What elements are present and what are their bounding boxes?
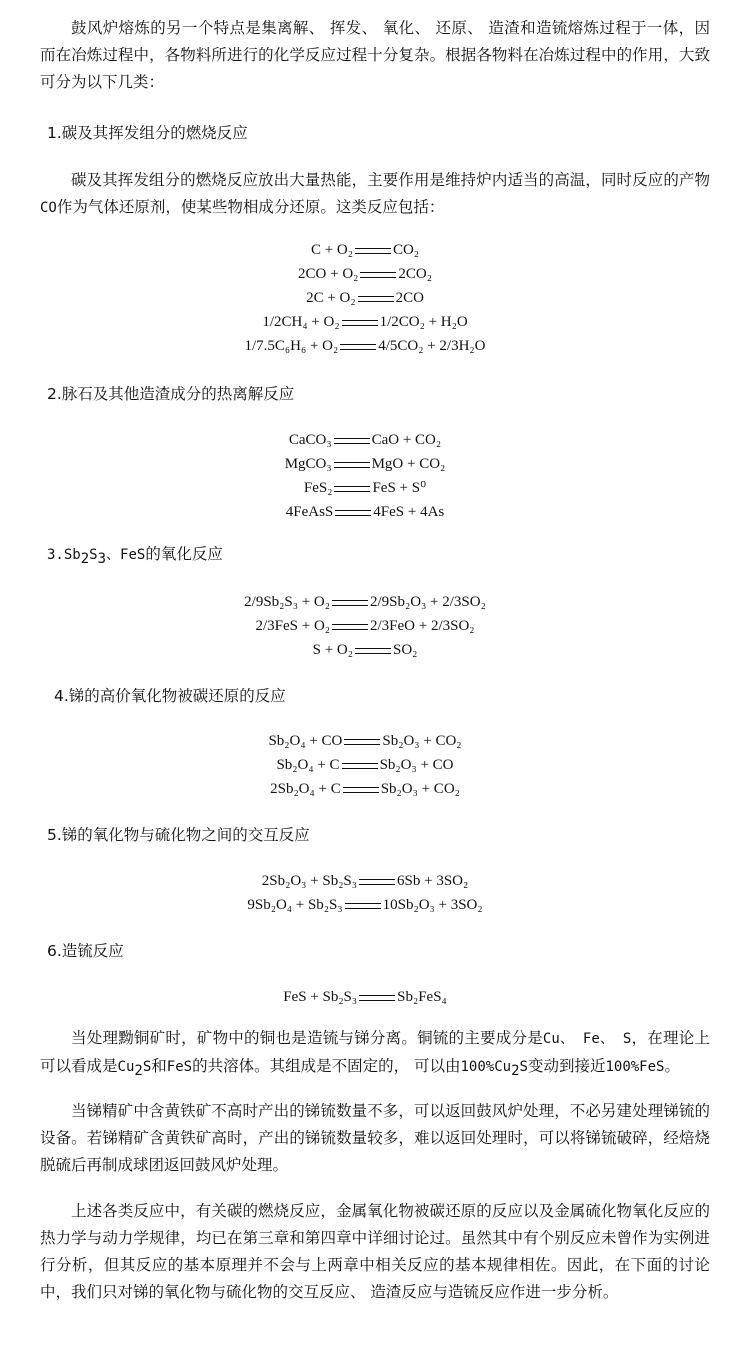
equation: 1/2CH₄ + O₂ 1/2CO₂ + H₂O	[262, 314, 468, 330]
section-6-heading: 6.造锍反应	[47, 942, 124, 960]
section-1-description: 碳及其挥发组分的燃烧反应放出大量热能，主要作用是维持炉内适当的高温，同时反应的产物CO作为气体还原剂，使某些物相成分还原。这类反应包括：	[40, 171, 710, 216]
equals-arrow-icon	[343, 787, 379, 793]
equation: 2Sb₂O₃ + Sb₂S₃ 6Sb + 3SO₂	[261, 873, 469, 889]
equals-arrow-icon	[358, 296, 394, 302]
equals-arrow-icon	[355, 248, 391, 254]
equation: 2CO + O₂ 2CO₂	[298, 266, 432, 282]
equals-arrow-icon	[344, 739, 380, 745]
equation: Sb₂O₄ + CO Sb₂O₃ + CO₂	[268, 733, 462, 749]
equals-arrow-icon	[345, 903, 381, 909]
equals-arrow-icon	[334, 438, 370, 444]
equation: 2/9Sb₂S₃ + O₂ 2/9Sb₂O₃ + 2/3SO₂	[244, 594, 486, 610]
section-2-equations	[0, 428, 730, 524]
equals-arrow-icon	[360, 272, 396, 278]
pyrite-paragraph: 当锑精矿中含黄铁矿不高时产出的锑锍数量不多，可以返回鼓风炉处理，不必另建处理锑锍的设备。若锑精矿含黄铁矿高时，产出的锑锍数量较多，难以返回处理时，可以将锑锍破碎，经焙烧脱硫后再制成球团返回鼓风炉处理。	[40, 1102, 710, 1174]
section-1-heading: 1.碳及其挥发组分的燃烧反应	[47, 124, 248, 142]
equation: 2/3FeS + O₂ 2/3FeO + 2/3SO₂	[255, 618, 475, 634]
equals-arrow-icon	[355, 648, 391, 654]
equation: FeS₂ FeS + S⁰	[303, 480, 427, 496]
section-6-equations	[0, 985, 730, 1009]
equation: 9Sb₂O₄ + Sb₂S₃ 10Sb₂O₃ + 3SO₂	[247, 897, 483, 913]
section-5-heading: 5.锑的氧化物与硫化物之间的交互反应	[47, 826, 310, 844]
equation: Sb₂O₄ + C Sb₂O₃ + CO	[276, 757, 454, 773]
equals-arrow-icon	[342, 320, 378, 326]
equation: S + O₂ SO₂	[312, 642, 418, 658]
equals-arrow-icon	[359, 995, 395, 1001]
equals-arrow-icon	[334, 462, 370, 468]
section-3-equations	[0, 590, 730, 662]
equals-arrow-icon	[340, 344, 376, 350]
equation: C + O₂ CO₂	[310, 242, 420, 258]
equals-arrow-icon	[359, 879, 395, 885]
matte-paragraph: 当处理黝铜矿时，矿物中的铜也是造锍与锑分离。铜锍的主要成分是Cu、 Fe、 S，在理论上可以看成是$Cu_2S$和FeS的共溶体。其组成是不固定的， 可以由$100\%Cu_2S$变动到接近100%FeS。	[40, 1029, 710, 1080]
equation: 2Sb₂O₄ + C Sb₂O₃ + CO₂	[270, 781, 460, 797]
equals-arrow-icon	[332, 624, 368, 630]
equals-arrow-icon	[335, 510, 371, 516]
section-2-heading: 2.脉石及其他造渣成分的热离解反应	[47, 385, 295, 403]
equals-arrow-icon	[342, 763, 378, 769]
section-1-equations	[0, 238, 730, 358]
section-4-heading: 4.锑的高价氧化物被碳还原的反应	[54, 687, 286, 705]
section-5-equations	[0, 869, 730, 917]
equation: 1/7.5C₆H₆ + O₂ 4/5CO₂ + 2/3H₂O	[244, 338, 486, 354]
section-3-heading: $3.Sb_2S_3$、FeS的氧化反应	[47, 545, 223, 568]
intro-paragraph: 鼓风炉熔炼的另一个特点是集离解、 挥发、 氧化、 还原、 造渣和造锍熔炼过程于一体，因而在冶炼过程中，各物料所进行的化学反应过程十分复杂。根据各物料在冶炼过程中的作用，大致可分为以下几类：	[40, 19, 710, 91]
equals-arrow-icon	[332, 600, 368, 606]
equals-arrow-icon	[334, 486, 370, 492]
equation: FeS + Sb₂S₃ Sb₂FeS₄	[283, 989, 447, 1005]
equation: 2C + O₂ 2CO	[306, 290, 424, 306]
equation: 4FeAsS 4FeS + 4As	[285, 504, 445, 520]
equation: CaCO₃ CaO + CO₂	[288, 432, 442, 448]
section-4-equations	[0, 729, 730, 801]
summary-paragraph: 上述各类反应中，有关碳的燃烧反应，金属氧化物被碳还原的反应以及金属硫化物氧化反应的热力学与动力学规律，均已在第三章和第四章中详细讨论过。虽然其中有个别反应未曾作为实例进行分析，但其反应的基本原理并不会与上两章中相关反应的基本规律相佐。因此，在下面的讨论中，我们只对锑的氧化物与硫化物的交互反应、 造渣反应与造锍反应作进一步分析。	[40, 1202, 710, 1301]
equation: MgCO₃ MgO + CO₂	[284, 456, 446, 472]
